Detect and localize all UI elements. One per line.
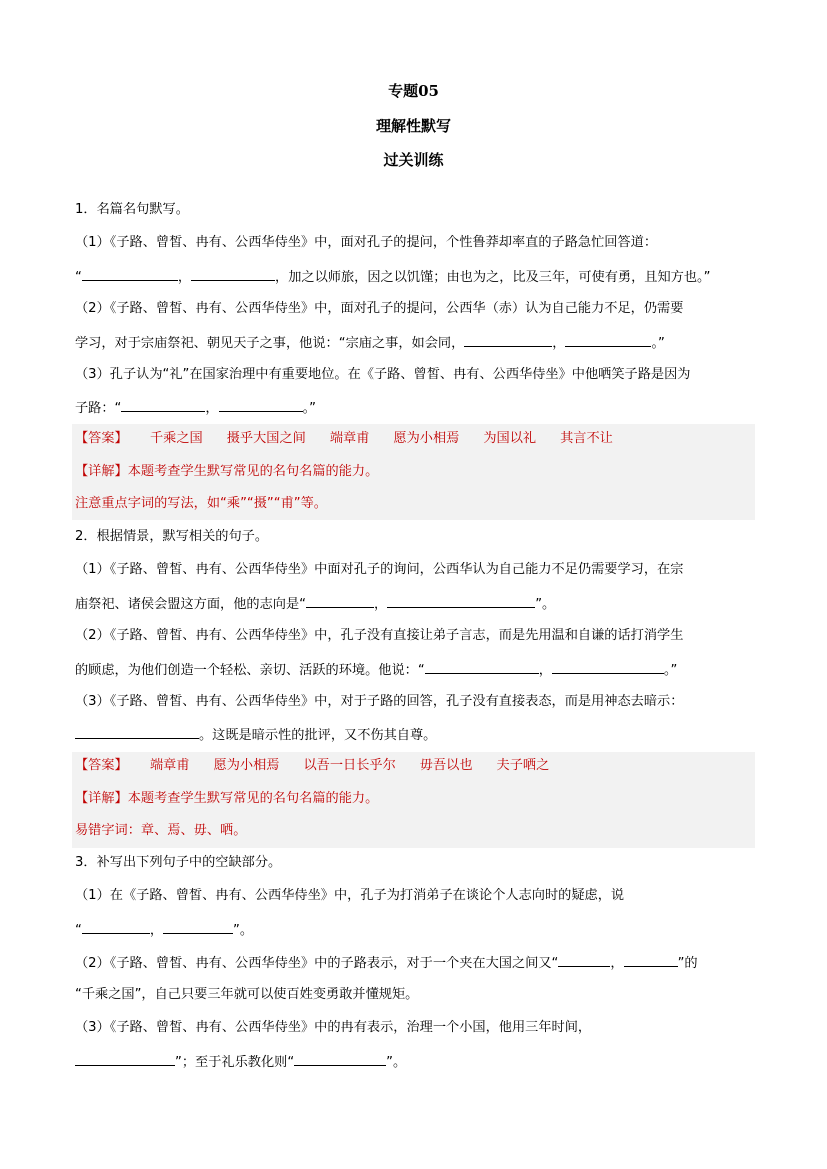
q1-answer-1: 千乘之国 [149, 431, 203, 446]
q1-p3-line2: 子路：“ ， 。” [75, 397, 755, 419]
q1-p2-blank-1[interactable] [464, 332, 552, 347]
q1-answer-5: 为国以礼 [483, 431, 537, 446]
q1-answer-label: 【答案】 [75, 431, 128, 446]
q2-answer-2: 愿为小相焉 [213, 758, 280, 773]
q3-p3-blank-2[interactable] [294, 1051, 386, 1066]
q2-p1-blank-1[interactable] [306, 593, 374, 608]
q2-answer-5: 夫子哂之 [496, 758, 550, 773]
q1-p1-line1: （1）《子路、曾皙、冉有、公西华侍坐》中，面对孔子的提问，个性鲁莽却率直的子路急忙回答道： [75, 235, 658, 250]
q3-p3-line1: （3）《子路、曾皙、冉有、公西华侍坐》中的冉有表示，治理一个小国，他用三年时间， [75, 1020, 592, 1035]
q2-answer-line [75, 756, 755, 776]
q1-note: 注意重点字词的写法，如“乘”“摄”“甫”等。 [75, 496, 327, 511]
q2-answer-1: 端章甫 [149, 758, 190, 773]
q3-p1-blank-1[interactable] [82, 919, 150, 934]
q3-p3-line2: ”；至于礼乐教化则“ ”。 [75, 1051, 755, 1073]
q2-p1-blank-2[interactable] [387, 593, 535, 608]
q1-answer-4: 愿为小相焉 [393, 431, 460, 446]
q2-answer-label: 【答案】 [75, 758, 128, 773]
q2-p1-line1: （1）《子路、曾皙、冉有、公西华侍坐》中面对孔子的询问，公西华认为自己能力不足仍需要学习，在宗 [75, 562, 684, 577]
q1-p1-blank-2[interactable] [191, 266, 275, 281]
q1-answer-line [75, 429, 755, 449]
q2-p2-line1: （2）《子路、曾皙、冉有、公西华侍坐》中，孔子没有直接让弟子言志，而是先用温和自谦的话打消学生 [75, 628, 684, 643]
q1-heading: 1．名篇名句默写。 [75, 202, 189, 217]
q1-detail-label: 【详解】 [75, 464, 128, 479]
q2-p2-line2: 的顾虑，为他们创造一个轻松、亲切、活跃的环境。他说：“ ， 。” [75, 659, 755, 681]
q3-p1-blank-2[interactable] [163, 919, 233, 934]
q1-answer-3: 端章甫 [329, 431, 370, 446]
q3-p2-line2: “千乘之国”，自己只要三年就可以使百姓变勇敢并懂规矩。 [75, 987, 419, 1002]
q1-p1-blank-1[interactable] [82, 266, 178, 281]
q1-detail-text: 本题考查学生默写常见的名句名篇的能力。 [127, 464, 379, 479]
q3-p2-blank-1[interactable] [558, 952, 610, 967]
q2-p2-blank-2[interactable] [552, 659, 664, 674]
section-title: 过关训练 [383, 151, 444, 169]
q3-p1-line1: （1）在《子路、曾皙、冉有、公西华侍坐》中，孔子为打消弟子在谈论个人志向时的疑虑，说 [75, 888, 625, 903]
q3-p2-blank-2[interactable] [624, 952, 678, 967]
q1-answer-2: 摄乎大国之间 [226, 431, 306, 446]
q3-heading: 3．补写出下列句子中的空缺部分。 [75, 855, 282, 870]
q2-detail-label: 【详解】 [75, 791, 128, 806]
q1-p3-blank-2[interactable] [219, 397, 303, 412]
q2-p3-line2: 。这既是暗示性的批评，又不伤其自尊。 [75, 724, 755, 746]
q1-p2-line2: 学习，对于宗庙祭祀、朝见天子之事，他说：“宗庙之事，如会同， ， 。” [75, 332, 755, 354]
q1-p3-line1: （3）孔子认为“礼”在国家治理中有重要地位。在《子路、曾皙、冉有、公西华侍坐》中他哂笑子路是因为 [75, 367, 691, 382]
q2-p3-blank-1[interactable] [75, 724, 199, 739]
q2-answer-3: 以吾一日长乎尔 [303, 758, 396, 773]
q3-p2-line1: （2）《子路、曾皙、冉有、公西华侍坐》中的子路表示，对于一个夹在大国之间又“ ， ”的 [75, 952, 755, 974]
q2-note: 易错字词：章、焉、毋、哂。 [75, 823, 247, 838]
q2-p1-line2: 庙祭祀、诸侯会盟这方面，他的志向是“ ， ”。 [75, 593, 755, 615]
q1-p2-line1: （2）《子路、曾皙、冉有、公西华侍坐》中，面对孔子的提问，公西华（赤）认为自己能力不足，仍需要 [75, 301, 684, 316]
q3-p1-line2: “ ， ”。 [75, 919, 755, 941]
subtitle: 理解性默写 [375, 117, 451, 135]
topic-title: 专题05 [388, 82, 439, 100]
q1-detail-line [75, 462, 755, 482]
q1-p1-line2: “ ， ，加之以师旅，因之以饥馑；由也为之，比及三年，可使有勇，且知方也。” [75, 266, 755, 288]
q3-p3-blank-1[interactable] [75, 1051, 175, 1066]
q2-p2-blank-1[interactable] [425, 659, 539, 674]
q1-p2-blank-2[interactable] [565, 332, 651, 347]
q2-p3-line1: （3）《子路、曾皙、冉有、公西华侍坐》中，对于子路的回答，孔子没有直接表态，而是用神态去暗示： [75, 694, 684, 709]
q1-p3-blank-1[interactable] [121, 397, 205, 412]
q2-answer-4: 毋吾以也 [419, 758, 473, 773]
q2-detail-line [75, 789, 755, 809]
q2-heading: 2．根据情景，默写相关的句子。 [75, 529, 269, 544]
q2-detail-text: 本题考查学生默写常见的名句名篇的能力。 [127, 791, 379, 806]
q1-answer-6: 其言不让 [560, 431, 613, 446]
